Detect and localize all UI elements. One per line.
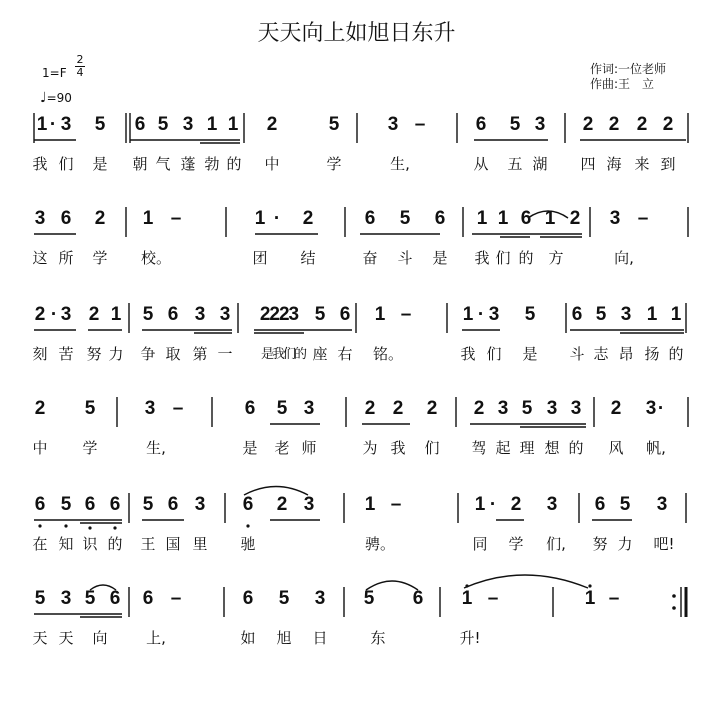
note: 3 xyxy=(645,398,657,419)
note-dot: · xyxy=(489,494,497,515)
lyric: 知 xyxy=(58,535,74,553)
note: 6 xyxy=(60,208,72,229)
note: 6 xyxy=(339,304,351,325)
note: 5 xyxy=(34,588,46,609)
lyric: 同 xyxy=(472,535,488,553)
note: 3 xyxy=(570,398,582,419)
note: 6 xyxy=(167,304,179,325)
lyric: 勃 xyxy=(204,155,220,173)
lyric: 苦 xyxy=(58,345,74,363)
barlines xyxy=(0,110,713,150)
note-dot: · xyxy=(477,304,485,325)
note: 5 xyxy=(278,588,290,609)
note: 2 xyxy=(473,398,485,419)
lyric: 朝 xyxy=(132,155,148,173)
barlines xyxy=(0,584,713,624)
note: 3 xyxy=(303,398,315,419)
lyric: 我 xyxy=(390,439,406,457)
note: 2 xyxy=(94,208,106,229)
note: 1 xyxy=(476,208,488,229)
composer: 作曲:王 立 xyxy=(590,77,655,91)
note-dash: – xyxy=(400,304,412,325)
lyric: 争 xyxy=(140,345,156,363)
lyric: 蓬 xyxy=(180,155,196,173)
lyric: 向 xyxy=(92,629,108,647)
lyric: 努 xyxy=(592,535,608,553)
lyric: 学 xyxy=(326,155,342,173)
note: 3 xyxy=(546,494,558,515)
note: 3 xyxy=(314,588,326,609)
note: 5 xyxy=(509,114,521,135)
note: 5 xyxy=(84,398,96,419)
note: 3 xyxy=(60,588,72,609)
lyric: 结 xyxy=(300,249,316,267)
note: 1 xyxy=(462,304,474,325)
note: 5 xyxy=(619,494,631,515)
lyric: 的 xyxy=(226,155,242,173)
note: 1 xyxy=(374,304,386,325)
note: 5 xyxy=(328,114,340,135)
note: 1 xyxy=(206,114,218,135)
credits xyxy=(590,62,666,92)
lyric: 海 xyxy=(606,155,622,173)
lyric: 一 xyxy=(217,345,233,363)
lyric: 四 xyxy=(580,155,596,173)
lyric: 们 xyxy=(424,439,440,457)
note: 3 xyxy=(497,398,509,419)
lyric: 识 xyxy=(82,535,98,553)
note: 6 xyxy=(109,588,121,609)
note: 3 xyxy=(387,114,399,135)
note: 6 xyxy=(364,208,376,229)
note: 5 xyxy=(524,304,536,325)
note: 5 xyxy=(94,114,106,135)
lyric: 学 xyxy=(508,535,524,553)
lyric: 们 xyxy=(495,249,511,267)
note: 2 xyxy=(426,398,438,419)
key-signature: 1=F xyxy=(42,66,67,80)
note: 5 xyxy=(157,114,169,135)
lyric: 们 xyxy=(486,345,502,363)
lyric: 天 xyxy=(58,629,74,647)
note: 3 xyxy=(194,494,206,515)
lyric: 师 xyxy=(301,439,317,457)
note: 5 xyxy=(142,494,154,515)
note: 1 xyxy=(142,208,154,229)
lyric: 方 xyxy=(548,249,564,267)
lyric: 五 xyxy=(507,155,523,173)
lyric: 们, xyxy=(546,535,566,553)
note: 3 xyxy=(620,304,632,325)
note-dash: – xyxy=(172,398,184,419)
note: 3 xyxy=(60,304,72,325)
tempo-mark xyxy=(40,90,72,106)
quarter-note-icon: ♩ xyxy=(40,90,47,106)
note: 6 xyxy=(594,494,606,515)
note: 3 xyxy=(182,114,194,135)
score-row-1 xyxy=(0,110,713,200)
lyric: 力 xyxy=(108,345,124,363)
lyricist: 作词:一位老师 xyxy=(590,62,667,76)
lyric: 日 xyxy=(312,629,328,647)
note: 1 xyxy=(646,304,658,325)
note: 6 xyxy=(109,494,121,515)
note: 1 xyxy=(227,114,239,135)
note: 1 xyxy=(461,588,473,609)
note-dash: – xyxy=(414,114,426,135)
lyric: 扬 xyxy=(644,345,660,363)
note: 5 xyxy=(399,208,411,229)
lyric: 湖 xyxy=(532,155,548,173)
lyric: 力 xyxy=(617,535,633,553)
note: 3 xyxy=(534,114,546,135)
lyric: 天 xyxy=(32,629,48,647)
lyric: 风 xyxy=(608,439,624,457)
lyric: 中 xyxy=(32,439,48,457)
note: 2 xyxy=(88,304,100,325)
time-signature-bottom: 4 xyxy=(76,66,84,79)
note: 2 xyxy=(266,114,278,135)
note: 5 xyxy=(142,304,154,325)
lyric-group: 是我们的 xyxy=(260,347,306,362)
lyric: 骋。 xyxy=(364,535,396,553)
note: 5 xyxy=(314,304,326,325)
note: 5 xyxy=(521,398,533,419)
barlines xyxy=(0,394,713,434)
lyric: 铭。 xyxy=(372,345,404,363)
note-dash: – xyxy=(390,494,402,515)
note: 1 xyxy=(497,208,509,229)
lyric: 学 xyxy=(82,439,98,457)
lyric: 我 xyxy=(32,155,48,173)
lyric: 气 xyxy=(155,155,171,173)
note: 5 xyxy=(276,398,288,419)
lyric: 王 xyxy=(140,535,156,553)
note-dot: · xyxy=(50,304,58,325)
note: 6 xyxy=(242,494,254,515)
note: 5 xyxy=(60,494,72,515)
note: 6 xyxy=(571,304,583,325)
note: 3 xyxy=(219,304,231,325)
lyric: 生, xyxy=(390,155,410,173)
score-row-5 xyxy=(0,490,713,580)
lyric: 是 xyxy=(242,439,258,457)
note: 5 xyxy=(363,588,375,609)
lyric: 是 xyxy=(92,155,108,173)
note: 2 xyxy=(302,208,314,229)
lyric: 国 xyxy=(165,535,181,553)
note: 3 xyxy=(488,304,500,325)
note: 2 xyxy=(276,494,288,515)
note: 6 xyxy=(134,114,146,135)
note: 6 xyxy=(434,208,446,229)
lyric: 向, xyxy=(614,249,634,267)
note: 2 xyxy=(510,494,522,515)
note-dot: · xyxy=(273,208,281,229)
lyric: 奋 xyxy=(362,249,378,267)
lyric: 第 xyxy=(192,345,208,363)
note: 6 xyxy=(475,114,487,135)
lyric: 我 xyxy=(474,249,490,267)
lyric: 的 xyxy=(568,439,584,457)
lyric: 学 xyxy=(92,249,108,267)
time-signature xyxy=(75,54,85,79)
note: 3 xyxy=(60,114,72,135)
lyric: 东 xyxy=(370,629,386,647)
note: 6 xyxy=(412,588,424,609)
lyric: 的 xyxy=(518,249,534,267)
note: 3 xyxy=(656,494,668,515)
note: 6 xyxy=(142,588,154,609)
note: 6 xyxy=(34,494,46,515)
note: 2 xyxy=(582,114,594,135)
lyric: 理 xyxy=(519,439,535,457)
lyric: 生, xyxy=(146,439,166,457)
lyric: 从 xyxy=(473,155,489,173)
lyric: 座 xyxy=(312,345,328,363)
note: 1 xyxy=(364,494,376,515)
note: 2 xyxy=(610,398,622,419)
lyric: 里 xyxy=(192,535,208,553)
lyric: 是 xyxy=(432,249,448,267)
note: 2 xyxy=(34,304,46,325)
lyric: 吧! xyxy=(653,535,675,553)
note: 5 xyxy=(595,304,607,325)
lyric: 刻 xyxy=(32,345,48,363)
note: 6 xyxy=(84,494,96,515)
lyric: 取 xyxy=(165,345,181,363)
note: 1 xyxy=(110,304,122,325)
lyric: 是 xyxy=(522,345,538,363)
note: 1 xyxy=(36,114,48,135)
score-row-6 xyxy=(0,584,713,674)
lyric: 所 xyxy=(58,249,74,267)
lyric: 老 xyxy=(274,439,290,457)
note-dash: – xyxy=(170,208,182,229)
lyric: 帆, xyxy=(646,439,666,457)
lyric: 的 xyxy=(668,345,684,363)
lyric: 我 xyxy=(460,345,476,363)
note: 2 xyxy=(364,398,376,419)
lyric: 努 xyxy=(86,345,102,363)
lyric: 们 xyxy=(58,155,74,173)
lyric: 来 xyxy=(634,155,650,173)
lyric: 右 xyxy=(337,345,353,363)
score-row-3 xyxy=(0,300,713,390)
note: 1 xyxy=(544,208,556,229)
note: 3 xyxy=(194,304,206,325)
note: 6 xyxy=(244,398,256,419)
time-signature-top: 2 xyxy=(76,53,84,66)
lyric: 想 xyxy=(544,439,560,457)
note-dash: – xyxy=(637,208,649,229)
lyric: 到 xyxy=(660,155,676,173)
note: 1 xyxy=(584,588,596,609)
note: 2 xyxy=(34,398,46,419)
note-dot: · xyxy=(49,114,57,135)
lyric: 为 xyxy=(362,439,378,457)
lyric: 这 xyxy=(32,249,48,267)
note-dash: – xyxy=(170,588,182,609)
barlines xyxy=(0,204,713,244)
note: 3 xyxy=(144,398,156,419)
lyric: 驾 xyxy=(471,439,487,457)
score-row-4 xyxy=(0,394,713,484)
lyric: 起 xyxy=(495,439,511,457)
note: 1 xyxy=(474,494,486,515)
note: 2 xyxy=(392,398,404,419)
note: 6 xyxy=(242,588,254,609)
note: 6 xyxy=(520,208,532,229)
note: 3 xyxy=(546,398,558,419)
lyric: 升! xyxy=(459,629,481,647)
note: 2 xyxy=(662,114,674,135)
note: 2 xyxy=(636,114,648,135)
note-dash: – xyxy=(608,588,620,609)
score-row-2 xyxy=(0,204,713,294)
note: 5 xyxy=(84,588,96,609)
lyric: 团 xyxy=(252,249,268,267)
note-dash: – xyxy=(487,588,499,609)
song-title: 天天向上如旭日东升 xyxy=(257,21,456,46)
lyric: 中 xyxy=(264,155,280,173)
lyric: 斗 xyxy=(397,249,413,267)
note: 2 xyxy=(608,114,620,135)
lyric: 的 xyxy=(107,535,123,553)
barlines xyxy=(0,490,713,530)
note-group: 2223 xyxy=(259,304,299,325)
lyric: 斗 xyxy=(569,345,585,363)
lyric: 校。 xyxy=(140,249,172,267)
note: 3 xyxy=(609,208,621,229)
note: 2 xyxy=(569,208,581,229)
note: 3 xyxy=(34,208,46,229)
note-dot: · xyxy=(657,398,665,419)
lyric: 上, xyxy=(146,629,166,647)
lyric: 昂 xyxy=(618,345,634,363)
lyric: 旭 xyxy=(276,629,292,647)
lyric: 志 xyxy=(593,345,609,363)
note: 1 xyxy=(670,304,682,325)
note: 3 xyxy=(303,494,315,515)
tempo-value: =90 xyxy=(46,91,72,105)
lyric: 如 xyxy=(240,629,256,647)
lyric: 驰 xyxy=(240,535,256,553)
lyric: 在 xyxy=(32,535,48,553)
note: 1 xyxy=(254,208,266,229)
note: 6 xyxy=(167,494,179,515)
